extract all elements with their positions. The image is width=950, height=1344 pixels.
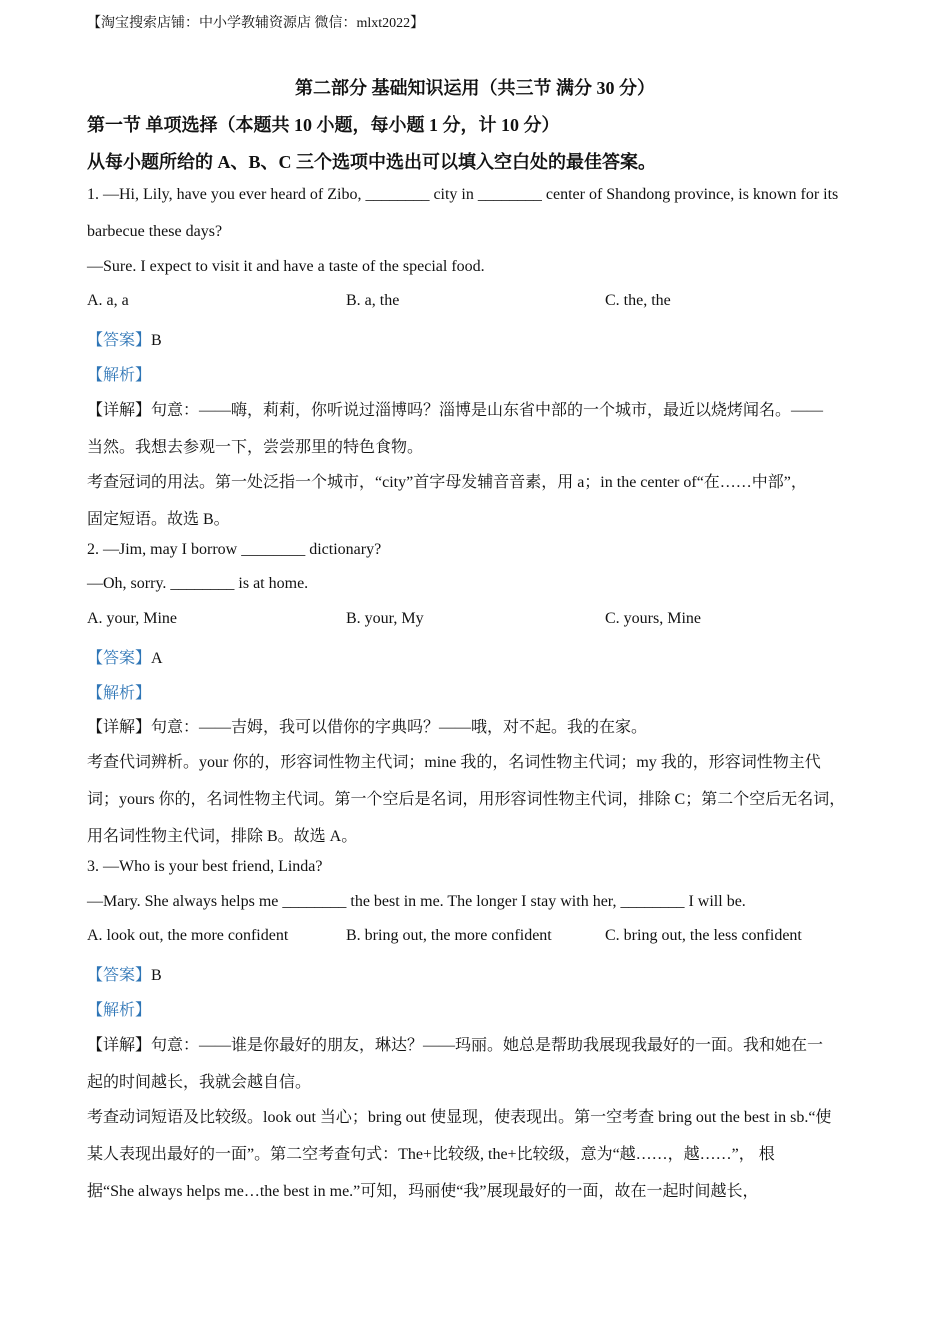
q2-stem-line-2: —Oh, sorry. ________ is at home. [87, 575, 309, 592]
q1-stem-line-1: 1. —Hi, Lily, have you ever heard of Zibo, ________ city in ________ center of Shandong province, is known for its [87, 186, 839, 203]
q2-detail-line-3: 词；yours 你的，名词性物主代词。第一个空后是名词，用形容词性物主代词，排除 C；第二个空后无名词， [87, 791, 846, 808]
section-title: 第一节 单项选择（本题共 10 小题，每小题 1 分，计 10 分） [87, 115, 560, 135]
q3-answer [87, 962, 162, 985]
q1-option-b: B. a, the [346, 292, 400, 309]
part-title: 第二部分 基础知识运用（共三节 满分 30 分） [295, 78, 655, 98]
q1-analysis-label: 【解析】 [87, 367, 152, 384]
q1-option-a: A. a, a [87, 292, 129, 309]
q2-option-c: C. yours, Mine [605, 610, 701, 627]
q3-detail-line-5: 据“She always helps me…the best in me.”可知，玛丽使“我”展现最好的一面，故在一起时间越长， [87, 1183, 759, 1200]
q1-answer [87, 327, 162, 350]
q2-detail-line-2: 考查代词辨析。your 你的，形容词性物主代词；mine 我的，名词性物主代词；my 我的，形容词性物主代 [87, 754, 821, 771]
q1-stem-line-3: —Sure. I expect to visit it and have a taste of the special food. [87, 258, 485, 275]
q2-analysis-label: 【解析】 [87, 685, 152, 702]
q2-answer-value: A [151, 650, 163, 667]
q1-detail-line-2: 当然。我想去参观一下，尝尝那里的特色食物。 [87, 439, 424, 456]
q2-option-a: A. your, Mine [87, 610, 178, 627]
q2-answer [87, 645, 163, 668]
q1-stem-line-2: barbecue these days? [87, 223, 223, 240]
q3-stem-line-2: —Mary. She always helps me ________ the best in me. The longer I stay with her, ________ I will be. [87, 893, 746, 910]
q1-detail-line-4: 固定短语。故选 B。 [87, 511, 230, 528]
q2-detail-line-1: 【详解】句意：——吉姆，我可以借你的字典吗？——哦，对不起。我的在家。 [87, 719, 648, 736]
q1-option-c: C. the, the [605, 292, 671, 309]
q3-detail-line-1: 【详解】句意：——谁是你最好的朋友，琳达？——玛丽。她总是帮助我展现我最好的一面。我和她在一 [87, 1037, 824, 1054]
q3-answer-value: B [151, 967, 162, 984]
q1-detail-line-1: 【详解】句意：——嗨，莉莉，你听说过淄博吗？淄博是山东省中部的一个城市，最近以烧烤闻名。—— [87, 402, 824, 419]
q3-detail-line-3: 考查动词短语及比较级。look out 当心；bring out 使显现，使表现出。第一空考查 bring out the best in sb.“使 [87, 1109, 832, 1126]
header-note: 【淘宝搜索店铺：中小学教辅资源店 微信：mlxt2022】 [87, 16, 425, 31]
q3-detail-line-4: 某人表现出最好的一面”。第二空考查句式：The+比较级, the+比较级，意为“越……，越……”， 根 [87, 1146, 775, 1163]
q3-option-c: C. bring out, the less confident [605, 927, 802, 944]
q2-detail-line-4: 用名词性物主代词，排除 B。故选 A。 [87, 828, 358, 845]
q2-stem-line-1: 2. —Jim, may I borrow ________ dictionary? [87, 541, 382, 558]
q3-stem-line-1: 3. —Who is your best friend, Linda? [87, 858, 323, 875]
q3-detail-line-2: 起的时间越长，我就会越自信。 [87, 1074, 312, 1091]
q3-option-b: B. bring out, the more confident [346, 927, 552, 944]
answer-label: 【答案】 [87, 650, 152, 667]
q1-answer-value: B [151, 332, 162, 349]
answer-label: 【答案】 [87, 332, 152, 349]
q3-analysis-label: 【解析】 [87, 1002, 152, 1019]
q1-detail-line-3: 考查冠词的用法。第一处泛指一个城市，“city”首字母发辅音音素，用 a；in the center of“在……中部”， [87, 474, 807, 491]
q2-option-b: B. your, My [346, 610, 424, 627]
answer-label: 【答案】 [87, 967, 152, 984]
q3-option-a: A. look out, the more confident [87, 927, 289, 944]
instruction: 从每小题所给的 A、B、C 三个选项中选出可以填入空白处的最佳答案。 [87, 152, 657, 172]
